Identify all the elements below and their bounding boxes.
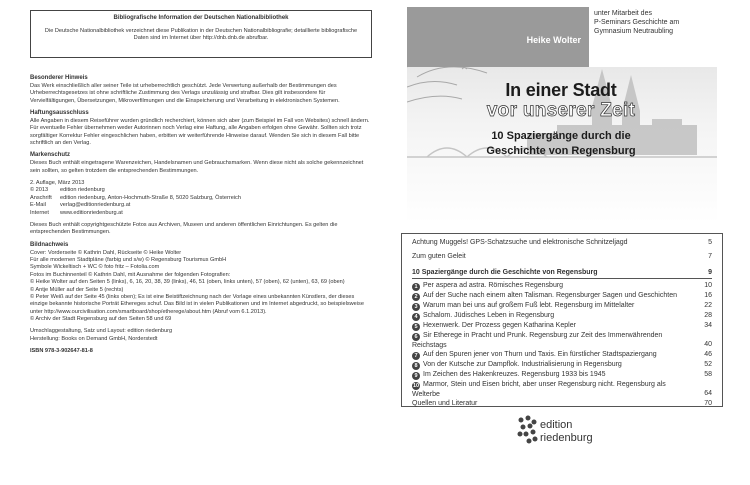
- walk-page: 34: [704, 322, 712, 330]
- subtitle-line1: 10 Spaziergänge durch die: [491, 130, 631, 142]
- toc-heading-page: 9: [708, 269, 712, 277]
- isbn: ISBN 978-3-902647-81-8: [30, 348, 93, 355]
- walk-number-badge: 3: [412, 303, 420, 311]
- publisher-logo-line2: riedenburg: [540, 432, 593, 444]
- walk-number-badge: 7: [412, 352, 420, 360]
- imprint-email: verlag@editionriedenburg.at: [60, 202, 131, 209]
- production-line: Umschlaggestaltung, Satz und Layout: edition riedenburg: [30, 328, 173, 335]
- toc-walk-entry[interactable]: [412, 331, 712, 350]
- walk-page: 52: [704, 361, 712, 369]
- toc-entry-page: 70: [704, 400, 712, 408]
- book-cover: [407, 7, 717, 223]
- disclaimer-heading: Haftungsausschluss: [30, 110, 89, 117]
- walk-title: Schalom. Jüdisches Leben in Regensburg: [423, 312, 555, 320]
- walk-number-badge: 6: [412, 333, 420, 341]
- walk-number-badge: 1: [412, 283, 420, 291]
- image-credits-section: [30, 242, 372, 324]
- book-title-line1: In einer Stadt: [505, 80, 617, 100]
- credit-line: © Archiv der Stadt Regensburg auf den Seiten 58 und 69: [30, 316, 172, 322]
- imprint-key: E-Mail: [30, 202, 46, 209]
- credit-line: © Peter Weiß auf der Seite 45 (links oben); Es ist eine Beistiftzeichnung nach der Vorlage eines unbekannten Künstlers, der dieses einzige bekannte historische Porträt Ethereges schuf. Das Bild ist in vielen Publikationen und im Internet abgedruckt, so beispielsweise unter http://www.ourcivilisation.com/smartboard/shop/etherege/about.htm (Abruf vom 6.1.2013).: [30, 293, 364, 315]
- edition-info: [30, 180, 372, 217]
- walk-page: 16: [704, 292, 712, 300]
- walk-page: 64: [704, 390, 712, 398]
- imprint-key: © 2013: [30, 187, 49, 194]
- walk-title: Sir Etherege in Pracht und Prunk. Regensburg zur Zeit des Immerwährenden Reichstags: [412, 332, 663, 350]
- toc-entry-title: Quellen und Literatur: [412, 400, 478, 408]
- book-subtitle: [421, 129, 701, 159]
- subtitle-line2: Geschichte von Regensburg: [486, 144, 636, 157]
- trademark-section: [30, 152, 372, 175]
- imprint-value: edition riedenburg: [60, 187, 105, 194]
- credit-line: Für alle modernen Stadtpläne (farbig und s/w) © Regensburg Tourismus GmbH: [30, 257, 227, 263]
- toc-walk-entry[interactable]: [412, 360, 712, 370]
- walk-number-badge: 5: [412, 323, 420, 331]
- walk-title: Warum man bei uns auf großem Fuß lebt. Regensburg im Mittelalter: [423, 302, 635, 310]
- author-note-line: unter Mitarbeit des: [594, 10, 652, 17]
- author-note: [590, 7, 717, 67]
- toc-entry-page: 7: [708, 252, 712, 260]
- walk-title: Auf der Suche nach einem alten Talisman. Regensburger Sagen und Geschichten: [423, 292, 677, 300]
- table-of-contents: [401, 233, 723, 407]
- toc-walk-entry[interactable]: [412, 301, 712, 311]
- toc-main-heading[interactable]: [412, 268, 712, 279]
- toc-walk-entry[interactable]: [412, 321, 712, 331]
- author-note-line: P-Seminars Geschichte am: [594, 18, 680, 26]
- toc-walk-entry[interactable]: [412, 350, 712, 360]
- disclaimer-section: [30, 110, 372, 147]
- walk-page: 40: [704, 341, 712, 349]
- publisher-logo-icon: [513, 412, 539, 452]
- toc-walk-entry[interactable]: [412, 380, 712, 399]
- walk-number-badge: 8: [412, 362, 420, 370]
- toc-entry[interactable]: [412, 399, 712, 409]
- toc-entry[interactable]: [412, 238, 712, 248]
- walk-title: Von der Kutsche zur Dampflok. Industrialisierung in Regensburg: [423, 361, 622, 369]
- walk-number-badge: 2: [412, 293, 420, 301]
- toc-entry-page: 5: [708, 239, 712, 246]
- publisher-logo-line1: edition: [540, 419, 573, 431]
- biblio-title: Bibliografische Information der Deutschen Nationalbibliothek: [113, 15, 289, 21]
- author-note-line: Gymnasium Neutraubling: [594, 27, 673, 35]
- walk-page: 10: [704, 282, 712, 290]
- imprint-key: Anschrift: [30, 194, 52, 201]
- credit-line: Cover: Vorderseite © Kathrin Dahl, Rückseite © Heike Wolter: [30, 249, 182, 256]
- walk-page: 58: [704, 371, 712, 379]
- imprint-value: edition riedenburg, Anton-Hochmuth-Straße 8, 5020 Salzburg, Österreich: [60, 194, 241, 201]
- credit-line: © Heike Wolter auf den Seiten 5 (links), 6, 16, 20, 38, 39 (links), 46, 51 (oben, links unten), 57 (oben), 62 (unten), 63, 69 (oben): [30, 279, 345, 286]
- credit-line: Symbole Wickeltisch + WC © foto fritz – Fotolia.com: [30, 264, 160, 271]
- trademark-heading: Markenschutz: [30, 152, 71, 159]
- toc-entry[interactable]: [412, 252, 712, 262]
- toc-entry-title: Achtung Muggels! GPS-Schatzsuche und elektronische Schnitzeljagd: [412, 239, 628, 246]
- notice-text: Das Werk einschließlich aller seiner Teile ist urheberrechtlich geschützt. Jede Verwertung außerhalb der Bestimmungen des Urheberrechtsgesetzes ist ohne schriftliche Zustimmung des Verlags unzulässig und strafbar. Dies gilt insbesondere für Vervielfältigungen, Übersetzungen, Mikroverfilmungen und die Einspeicherung und Verarbeitung in elektronischen Systemen.: [30, 82, 340, 104]
- walk-title: Auf den Spuren jener von Thurn und Taxis. Ein fürstlicher Stadtspaziergang: [423, 351, 657, 359]
- imprint-page: [30, 10, 372, 356]
- walk-title: Hexenwerk. Der Prozess gegen Katharina Kepler: [423, 322, 576, 330]
- toc-walk-entry[interactable]: [412, 291, 712, 301]
- disclaimer-text: Alle Angaben in diesem Reiseführer wurden gründlich recherchiert, können sich aber (zum Beispiel im Fall von Websites) schnell ändern. Für eventuelle Fehler übernehmen weder Autorinnen noch Verlag eine Haftung, alle Angaben erfolgen ohne Gewähr. Sollten sich trotz sorgfältiger Korrektur Fehler eingeschlichen haben, erbitten wir weiterführende Hinweise darauf. Wenden Sie sich in diesem Fall bitte schriftlich an den Verlag.: [30, 117, 370, 147]
- toc-walk-entry[interactable]: [412, 370, 712, 380]
- toc-entry-title: Zum guten Geleit: [412, 252, 466, 260]
- imprint-key: Internet: [30, 209, 49, 216]
- photos-notice: [30, 222, 372, 237]
- publisher-logo: [513, 412, 633, 452]
- walk-page: 28: [704, 312, 712, 320]
- walk-number-badge: 9: [412, 372, 420, 380]
- bibliographic-info-box: [30, 10, 372, 58]
- notice-section: [30, 75, 372, 105]
- walk-page: 22: [704, 302, 712, 310]
- photos-notice-text: Dieses Buch enthält copyrightgeschützte Fotos aus Archiven, Museen und anderen öffentlichen Einrichtungen. Es gelten die entsprechenden Bestimmungen.: [30, 221, 338, 236]
- author-box: [407, 7, 717, 67]
- credit-line: © Antje Müller auf der Seite 5 (rechts): [30, 286, 124, 293]
- imprint-website: www.editionriedenburg.at: [60, 209, 123, 216]
- toc-heading-title: 10 Spaziergänge durch die Geschichte von Regensburg: [412, 269, 598, 277]
- toc-walk-entry[interactable]: [412, 281, 712, 291]
- walk-title: Im Zeichen des Hakenkreuzes. Regensburg 1933 bis 1945: [423, 371, 606, 379]
- trademark-text: Dieses Buch enthält eingetragene Warenzeichen, Handelsnamen und Gebrauchsmarken. Wenn diese nicht als solche gekennzeichnet sein sollten, so gelten trotzdem die entsprechenden Bestimmungen.: [30, 160, 364, 174]
- edition-line: 2. Auflage, März 2013: [30, 180, 85, 187]
- author-name: Heike Wolter: [407, 7, 590, 67]
- walk-number-badge: 10: [412, 383, 420, 390]
- production-info: [30, 328, 372, 343]
- walk-title: Marmor, Stein und Eisen bricht, aber unser Regensburg nicht. Regensburg als Welterbe: [412, 381, 666, 399]
- biblio-text: Die Deutsche Nationalbibliothek verzeichnet diese Publikation in der Deutschen Nationalbibliografie; detaillierte bibliografische Daten sind im Internet über http://dnb.dnb.de abrufbar.: [44, 27, 358, 42]
- walk-title: Per aspera ad astra. Römisches Regensburg: [423, 282, 564, 290]
- book-title-line2: vor unserer Zeit: [486, 100, 636, 121]
- walk-number-badge: 4: [412, 313, 420, 321]
- walk-page: 46: [704, 351, 712, 359]
- credit-line: Fotos im Buchinnenteil © Kathrin Dahl, mit Ausnahme der folgenden Fotografien:: [30, 271, 231, 278]
- production-line: Herstellung: Books on Demand GmbH, Norderstedt: [30, 335, 158, 342]
- toc-walk-entry[interactable]: [412, 311, 712, 321]
- notice-heading: Besonderer Hinweis: [30, 75, 88, 81]
- image-credits-heading: Bildnachweis: [30, 241, 69, 248]
